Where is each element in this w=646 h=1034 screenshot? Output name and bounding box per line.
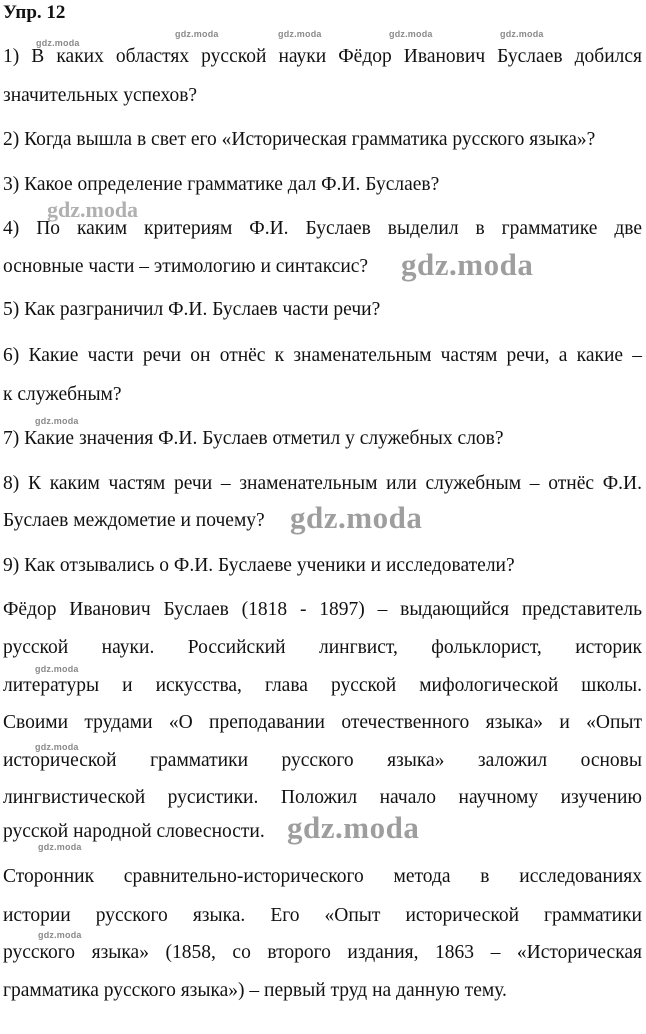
question-9: 9) Как отзывались о Ф.И. Буслаеве ученики и исследователи? (3, 555, 515, 576)
watermark-small: gdz.moda (35, 742, 79, 752)
watermark-large: gdz.moda (401, 247, 534, 282)
answer-p2-line-1: Сторонник сравнительно-исторического метода в исследованиях (3, 866, 642, 887)
question-5: 5) Как разграничил Ф.И. Буслаев части речи? (3, 299, 381, 320)
question-3: 3) Какое определение грамматике дал Ф.И. Буслаев? (3, 174, 440, 195)
question-8-line-1: 8) К каким частям речи – знаменательным или служебным – отнёс Ф.И. (3, 473, 642, 494)
question-1-line-1: 1) В каких областях русской науки Фёдор Иванович Буслаев добился (3, 46, 642, 67)
watermark-small: gdz.moda (35, 664, 79, 674)
watermark-large: gdz.moda (287, 810, 420, 845)
watermark-small: gdz.moda (389, 29, 433, 39)
question-2: 2) Когда вышла в свет его «Историческая грамматика русского языка»? (3, 129, 596, 150)
answer-p1-line-7: русской народной словесности. (3, 821, 265, 842)
answer-p2-line-3: русского языка» (1858, со второго издания, 1863 – «Историческая (3, 942, 642, 963)
watermark-small: gdz.moda (278, 29, 322, 39)
question-6-line-1: 6) Какие части речи он отнёс к знаменательным частям речи, а какие – (3, 345, 642, 366)
answer-p1-line-3: литературы и искусства, глава русской мифологической школы. (3, 675, 642, 696)
watermark-small: gdz.moda (35, 416, 79, 426)
watermark-large: gdz.moda (290, 500, 423, 535)
watermark-small: gdz.moda (38, 930, 82, 940)
answer-p1-line-5: исторической грамматики русского языка» заложил основы (3, 750, 642, 771)
question-8-line-2: Буслаев междометие и почему? (3, 510, 265, 531)
question-7: 7) Какие значения Ф.И. Буслаев отметил у служебных слов? (3, 428, 504, 449)
answer-p2-line-4: грамматика русского языка») – первый труд на данную тему. (3, 980, 507, 1001)
answer-p1-line-4: Своими трудами «О преподавании отечественного языка» и «Опыт (3, 712, 642, 733)
watermark-small: gdz.moda (36, 38, 80, 48)
question-4-line-2: основные части – этимологию и синтаксис? (3, 256, 369, 277)
watermark-small: gdz.moda (38, 842, 82, 852)
watermark-medium: gdz.moda (47, 197, 139, 222)
question-4-line-1: 4) По каким критериям Ф.И. Буслаев выделил в грамматике две (3, 218, 642, 239)
answer-p1-line-2: русской науки. Российский лингвист, фольклорист, историк (3, 637, 642, 658)
question-6-line-2: к служебным? (3, 384, 122, 405)
answer-p1-line-1: Фёдор Иванович Буслаев (1818 - 1897) – выдающийся представитель (3, 599, 642, 620)
answer-p2-line-2: истории русского языка. Его «Опыт исторической грамматики (3, 905, 642, 926)
watermark-small: gdz.moda (500, 29, 544, 39)
watermark-small: gdz.moda (175, 29, 219, 39)
answer-p1-line-6: лингвистической русистики. Положил начало научному изучению (3, 787, 642, 808)
question-1-line-2: значительных успехов? (3, 85, 198, 106)
exercise-title: Упр. 12 (3, 2, 66, 23)
